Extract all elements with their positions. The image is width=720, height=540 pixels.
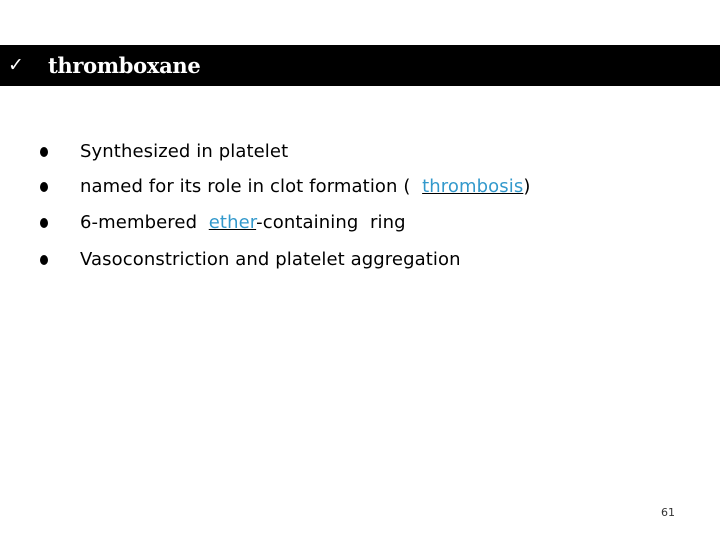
page-number: 61 [661, 506, 675, 519]
bullet-text [80, 174, 530, 200]
bullet-text: Synthesized in platelet [80, 141, 289, 162]
bullet-text [80, 210, 406, 236]
bullet-text-pre: named for its role in clot formation ( [80, 176, 423, 197]
list-item [0, 210, 720, 236]
bullet-text-pre: 6-membered [80, 212, 209, 233]
bullet-dot-icon [40, 182, 48, 192]
title-bar [0, 45, 720, 86]
bullet-text-post: -containing ring [256, 212, 406, 233]
bullet-text: Vasoconstriction and platelet aggregation [80, 249, 461, 270]
bullet-dot-icon [40, 147, 48, 157]
list-item [0, 139, 720, 165]
bullet-dot-icon [40, 218, 48, 228]
ether-link[interactable]: ether [208, 212, 257, 233]
bullet-dot-icon [40, 255, 48, 265]
bullet-text-post: ) [523, 176, 531, 197]
slide-title: thromboxane [48, 53, 201, 78]
list-item [0, 247, 720, 273]
thrombosis-link[interactable]: thrombosis [422, 176, 524, 197]
checkmark-icon: ✓ [8, 54, 24, 76]
list-item [0, 174, 720, 200]
